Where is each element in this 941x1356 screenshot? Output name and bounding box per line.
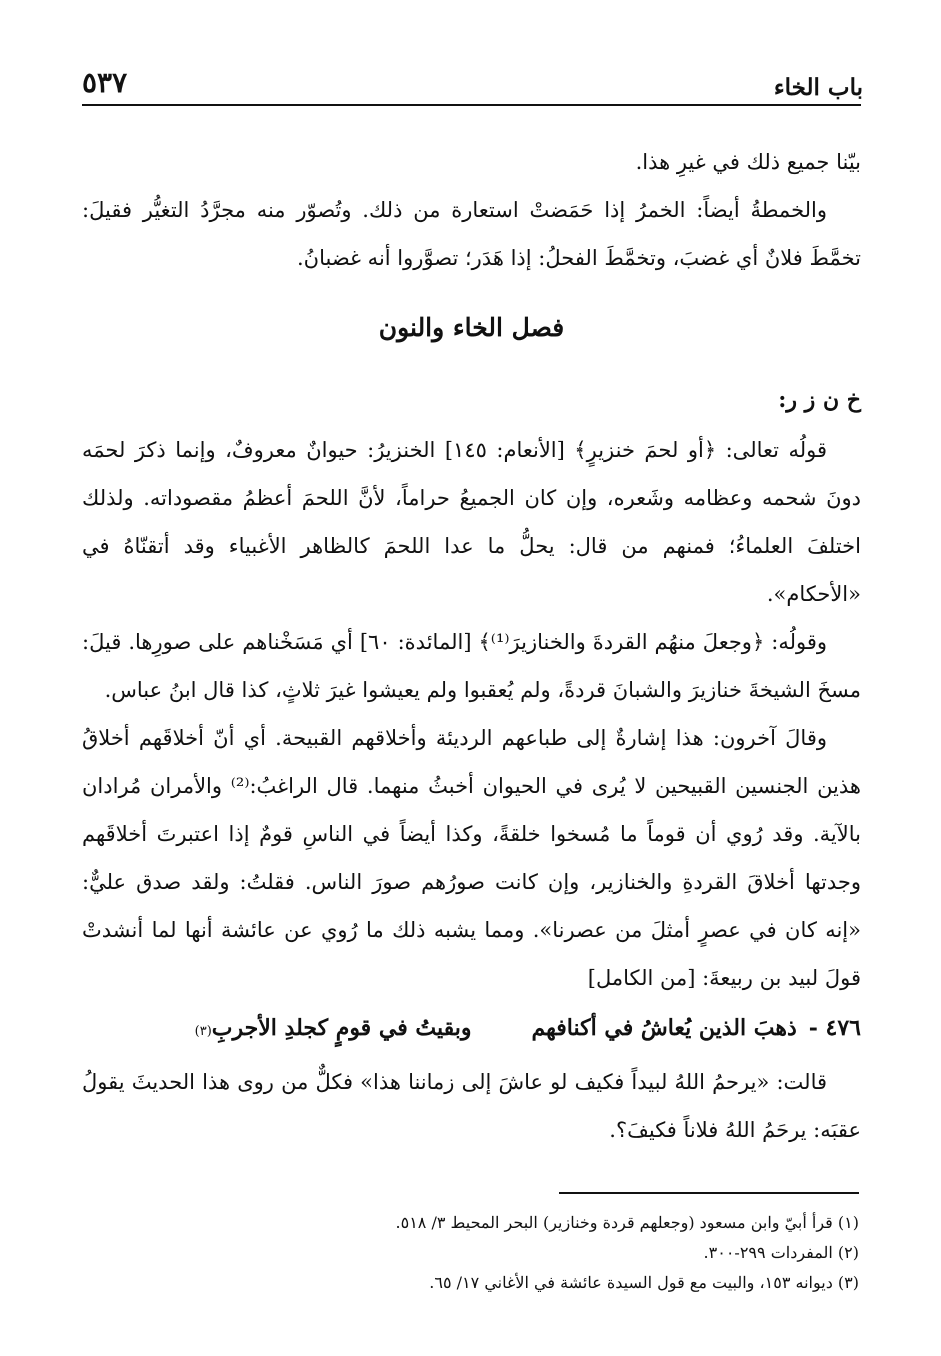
footnotes bbox=[82, 1208, 859, 1298]
footnote-divider bbox=[559, 1192, 859, 1194]
verse-footnote-mark: (٣) bbox=[194, 1024, 212, 1039]
paragraph-aisha: قالت: «يرحمُ اللهُ لبيداً فكيف لو عاشَ إلى زماننا هذا» فكلٌّ من روى هذا الحديثَ يقولُ عقبَه: يرحَمُ اللهُ فلاناً فكيفَ؟. bbox=[82, 1070, 861, 1142]
footnote-2: (٢) المفردات ٢٩٩-٣٠٠. bbox=[703, 1243, 859, 1262]
page-number: ٥٣٧ bbox=[82, 66, 128, 99]
paragraph-intro: بيّنا جميع ذلك في غيرِ هذا. bbox=[635, 150, 861, 174]
page-header bbox=[82, 62, 863, 104]
paragraph-khinzir: قولُه تعالى: ﴿أو لحمَ خنزيرٍ﴾ [الأنعام: ١٤٥] الخنزيرُ: حيوانٌ معروفٌ، وإنما ذكرَ لحمَه دونَ شحمه وعظامه وشَعره، وإن كان الجميعُ حراماً، لأنَّ اللحمَ أعظمُ مقصوداته. ولذلك اختلفَ العلماءُ؛ فمنهم من قال: يحلُّ ما عدا اللحمَ كالظاهر الأغبياء وقد أتقنّاهُ في «الأحكام». bbox=[82, 438, 861, 606]
main-text bbox=[82, 138, 861, 1154]
verse-hemistich-second: وبقيتُ في قومٍ كجلدِ الأجربِ bbox=[211, 1015, 472, 1041]
entry-root: خ ن ز ر: bbox=[778, 387, 861, 413]
header-divider bbox=[82, 104, 861, 106]
paragraph-khamta: والخمطةُ أيضاً: الخمرُ إذا حَمَضتْ استعارة من ذلك. وتُصوّر منه مجرَّدُ التغيُّر فقيلَ: تخمَّطَ فلانٌ أي غضبَ، وتخمَّطَ الفحلُ: إذا هَدَر؛ تصوَّروا أنه غضبانُ. bbox=[82, 198, 861, 270]
verse-number: ٤٧٦ - bbox=[808, 1015, 861, 1041]
paragraph-akhlaq: وقالَ آخرون: هذا إشارةٌ إلى طباعهم الرديئة وأخلاقهم القبيحة. أي أنّ أخلاقَهم أخلاقُ هذين الجنسين القبيحين لا يُرى في الحيوان أخبثُ منهما. قال الراغبُ:⁽²⁾ والأمران مُرادان بالآية. وقد رُوي أن قوماً ما مُسخوا خلقةً، وكذا أيضاً في الناسِ قومٌ إذا اعتبرتَ أخلاقَهم وجدتها أخلاقَ القردةِ والخنازير، وإن كانت صورُهم صورَ الناس. فقلتُ: ولقد صدق عليٌّ: «إنه كان في عصرٍ أمثلَ من عصرنا». ومما يشبه ذلك ما رُوي عن عائشة أنها لما أنشدتْ قولَ لبيد بن ربيعةَ: [من الكامل] bbox=[82, 726, 861, 990]
paragraph-qirada: وقولُه: ﴿وجعلَ منهُم القردةَ والخنازيرَ⁽¹⁾﴾ [المائدة: ٦٠] أي مَسَخْناهم على صورِها. قيلَ: مسخَ الشيخةَ خنازيرَ والشبانَ قردةً، ولم يُعقبوا ولم يعيشوا غيرَ ثلاثٍ، كذا قال ابنُ عباس. bbox=[82, 630, 861, 702]
footnote-3: (٣) ديوانه ١٥٣، والبيت مع قول السيدة عائشة في الأغاني ١٧/ ٦٥. bbox=[429, 1273, 859, 1292]
footnote-1: (١) قرأ أبيّ وابن مسعود (وجعلهم قردة وخنازير) البحر المحيط ٣/ ٥١٨. bbox=[395, 1213, 859, 1232]
section-heading: فصل الخاء والنون bbox=[378, 313, 565, 342]
verse-hemistich-first: ذهبَ الذين يُعاشُ في أكنافهم bbox=[531, 1015, 797, 1041]
poem-verse bbox=[82, 1002, 861, 1058]
chapter-title: باب الخاء bbox=[773, 74, 863, 101]
